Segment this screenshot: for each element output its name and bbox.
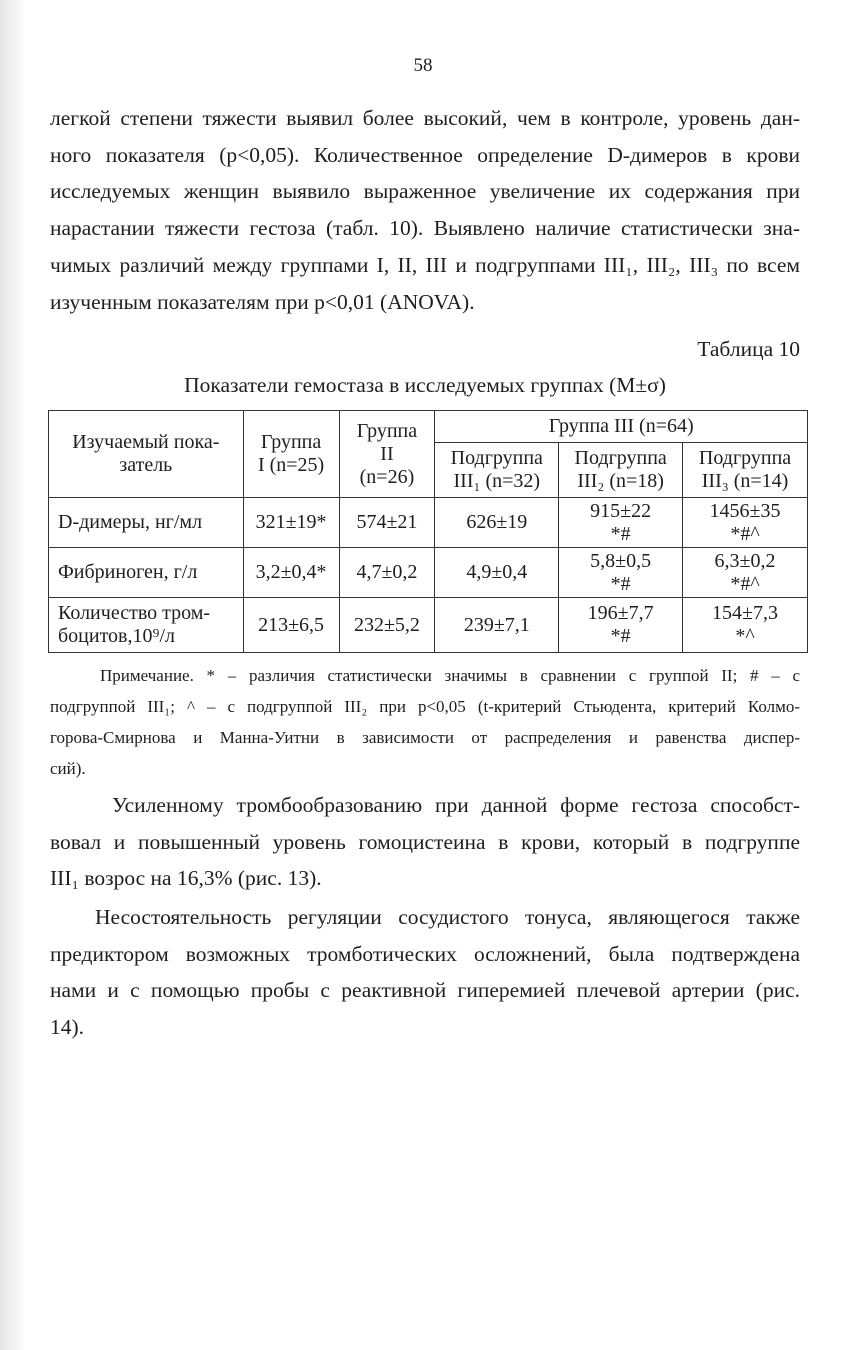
- header-subgroup-2: Подгруппа III₂ (n=18): [559, 443, 683, 498]
- text-line: изученным показателям при p<0,01 (ANOVA).: [50, 289, 475, 314]
- text-line: ного показателя (p<0,05). Количественное определение D-димеров в крови: [50, 142, 800, 167]
- text-line: предиктором возможных тромботических осложнений, была подтверждена: [50, 941, 800, 966]
- cell-subgroup-1: 4,9±0,4: [435, 548, 559, 598]
- text-line: 14).: [50, 1015, 85, 1040]
- cell-group-1: 321±19*: [243, 498, 339, 548]
- text-line: легкой степени тяжести выявил более высокий, чем в контроле, уровень дан-: [50, 106, 800, 130]
- cell-subgroup-2: 5,8±0,5 *#: [559, 548, 683, 598]
- cell-group-2: 574±21: [339, 498, 435, 548]
- text-line: III₁ возрос на 16,3% (рис. 13).: [50, 866, 322, 891]
- header-subgroup-3: Подгруппа III₃ (n=14): [683, 443, 808, 498]
- cell-group-1: 3,2±0,4*: [243, 548, 339, 598]
- note-line: Примечание. * – различия статистически значимы в сравнении с группой II; # – с: [100, 666, 800, 685]
- text-line: нами и с помощью пробы с реактивной гиперемией плечевой артерии (рис.: [50, 978, 800, 1003]
- cell-subgroup-1: 239±7,1: [435, 598, 559, 653]
- text-line: нарастании тяжести гестоза (табл. 10). Выявлено наличие статистически зна-: [50, 216, 800, 241]
- cell-group-2: 232±5,2: [339, 598, 435, 653]
- cell-subgroup-3: 6,3±0,2 *#^: [683, 548, 808, 598]
- cell-subgroup-1: 626±19: [435, 498, 559, 548]
- paragraph-intro: [50, 100, 800, 320]
- table-row: [49, 548, 808, 598]
- text-line: Несостоятельность регуляции сосудистого тонуса, являющегося также: [95, 905, 800, 929]
- cell-group-1: 213±6,5: [243, 598, 339, 653]
- header-group-3: Группа III (n=64): [435, 411, 808, 443]
- header-indicator: Изучаемый пока- затель: [49, 411, 244, 498]
- note-line: подгруппой III₁; ^ – с подгруппой III₂ при p<0,05 (t-критерий Стьюдента, критерий Колмо-: [50, 697, 800, 716]
- table-row: [49, 598, 808, 653]
- text-line: Усиленному тромбообразованию при данной форме гестоза способст-: [112, 793, 800, 817]
- table-note: [50, 660, 800, 784]
- note-line: сий).: [50, 759, 86, 778]
- row-label: D-димеры, нг/мл: [49, 498, 244, 548]
- note-line: горова-Смирнова и Манна-Уитни в зависимости от распределения и равенства диспер-: [50, 728, 800, 747]
- page-number: 58: [413, 55, 433, 76]
- cell-subgroup-2: 196±7,7 *#: [559, 598, 683, 653]
- cell-subgroup-3: 154±7,3 *^: [683, 598, 808, 653]
- paragraph-thrombosis: [50, 787, 800, 897]
- row-label: Фибриноген, г/л: [49, 548, 244, 598]
- cell-subgroup-3: 1456±35 *#^: [683, 498, 808, 548]
- table-label: Таблица 10: [697, 337, 800, 361]
- table-row: [49, 498, 808, 548]
- row-label: Количество тром- боцитов,10⁹/л: [49, 598, 244, 653]
- header-group-2: Группа II (n=26): [339, 411, 435, 498]
- cell-group-2: 4,7±0,2: [339, 548, 435, 598]
- cell-subgroup-2: 915±22 *#: [559, 498, 683, 548]
- header-subgroup-1: Подгруппа III₁ (n=32): [435, 443, 559, 498]
- text-line: исследуемых женщин выявило выраженное увеличение их содержания при: [50, 179, 800, 204]
- hemostasis-table: [48, 410, 808, 653]
- text-line: вовал и повышенный уровень гомоцистеина в крови, который в подгруппе: [50, 829, 800, 854]
- text-line: чимых различий между группами I, II, III и подгруппами III₁, III₂, III₃ по всем: [50, 252, 800, 277]
- paragraph-vascular-tone: [50, 899, 800, 1046]
- header-group-1: Группа I (n=25): [243, 411, 339, 498]
- table-caption: Показатели гемостаза в исследуемых группах (M±σ): [184, 373, 666, 397]
